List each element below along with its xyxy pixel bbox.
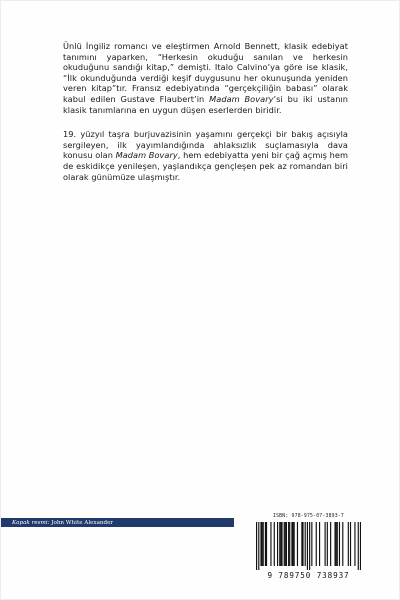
cover-credit-bar bbox=[1, 518, 234, 527]
barcode-digits: 9 789750 738937 bbox=[267, 571, 350, 580]
barcode-bar bbox=[260, 522, 261, 566]
barcode-bar bbox=[288, 522, 289, 566]
barcode-bar bbox=[292, 522, 293, 566]
barcode-bar bbox=[297, 522, 298, 566]
barcode-bar bbox=[258, 522, 259, 570]
barcode-bar bbox=[270, 522, 271, 566]
barcode-bar bbox=[348, 522, 349, 566]
blurb-text bbox=[63, 41, 348, 196]
barcode-bar bbox=[262, 522, 263, 566]
barcode-bar bbox=[284, 522, 285, 566]
barcode-bar bbox=[285, 522, 286, 566]
barcode-bar bbox=[327, 522, 328, 566]
barcode-bar bbox=[316, 522, 317, 566]
barcode-bar bbox=[256, 522, 257, 570]
barcode-bar bbox=[354, 522, 355, 566]
blurb-paragraph-2 bbox=[63, 129, 348, 182]
isbn-label: ISBN: 978-975-07-3893-7 bbox=[272, 514, 345, 519]
barcode-bar bbox=[358, 522, 359, 570]
barcode-bar bbox=[360, 522, 361, 570]
barcode-bar bbox=[286, 522, 287, 566]
barcode-bar bbox=[265, 522, 266, 566]
cover-credit-value: John White Alexander bbox=[51, 519, 114, 526]
blurb-paragraph-2-text-b: , hem edebiyatta yeni bir çağ açmış hem de eskidikçe yenileşen, yaşlandıkça gençleşen pek az romandan biri olarak günümüze ulaşmıştır. bbox=[63, 150, 348, 182]
barcode-bar bbox=[280, 522, 281, 566]
barcode-bar bbox=[319, 522, 320, 566]
blurb-paragraph-1-text-a: Ünlü İngiliz romancı ve eleştirmen Arnold Bennett, klasik edebiyat tanımını yaparken, “Herkesin okuduğu sanılan ve herkesin okuduğunu sandığı kitap,” demişti. Italo Calvino’ya göre ise klasik, “İlk okunduğunda verdiği keşif duygusunu her okunuşunda yeniden veren kitap”tır. Fransız edebiyatında “gerçekçiliğin babası” olarak kabul edilen Gustave Flaubert’in bbox=[63, 41, 348, 104]
blurb-paragraph-1 bbox=[63, 41, 348, 115]
cover-credit-label: Kapak resmi: bbox=[12, 519, 50, 526]
barcode-bar bbox=[336, 522, 337, 566]
barcode-bar bbox=[277, 522, 278, 566]
barcode-bar bbox=[301, 522, 302, 566]
barcode-bar bbox=[337, 522, 338, 566]
barcode-bar bbox=[291, 522, 292, 566]
barcode-bar bbox=[334, 522, 335, 566]
barcode-bar bbox=[279, 522, 280, 566]
book-title-italic: Madam Bovary bbox=[209, 93, 274, 104]
barcode-icon bbox=[256, 522, 361, 570]
barcode-bar bbox=[289, 522, 290, 566]
barcode-bar bbox=[311, 522, 312, 566]
barcode-bar bbox=[339, 522, 340, 566]
barcode-bar bbox=[325, 522, 326, 566]
barcode-block bbox=[256, 514, 361, 580]
blurb-paragraph-1-text-b: ’si bu iki ustanın klasik tanımlarına en uygun düşen eserlerden biridir. bbox=[63, 93, 348, 115]
barcode-bar bbox=[305, 522, 306, 566]
cover-credit bbox=[1, 520, 113, 526]
barcode-bar bbox=[294, 522, 295, 566]
blurb-paragraph-2-text-a: 19. yüzyıl taşra burjuvazisinin yaşamını gerçekçi bir bakış açısıyla sergileyen, ilk yayımlandığında ahlaksızlık suçlamasıyla dava konusu olan bbox=[63, 129, 348, 161]
barcode-bar bbox=[266, 522, 267, 566]
barcode-bar bbox=[274, 522, 275, 566]
barcode-bar bbox=[330, 522, 331, 566]
barcode-bar bbox=[342, 522, 343, 566]
barcode-bar bbox=[309, 522, 310, 570]
barcode-bar bbox=[263, 522, 264, 566]
barcode-bar bbox=[281, 522, 282, 566]
barcode-bar bbox=[307, 522, 308, 570]
barcode-bar bbox=[350, 522, 351, 566]
book-title-italic: Madam Bovary bbox=[115, 150, 178, 161]
barcode-bar bbox=[302, 522, 303, 566]
